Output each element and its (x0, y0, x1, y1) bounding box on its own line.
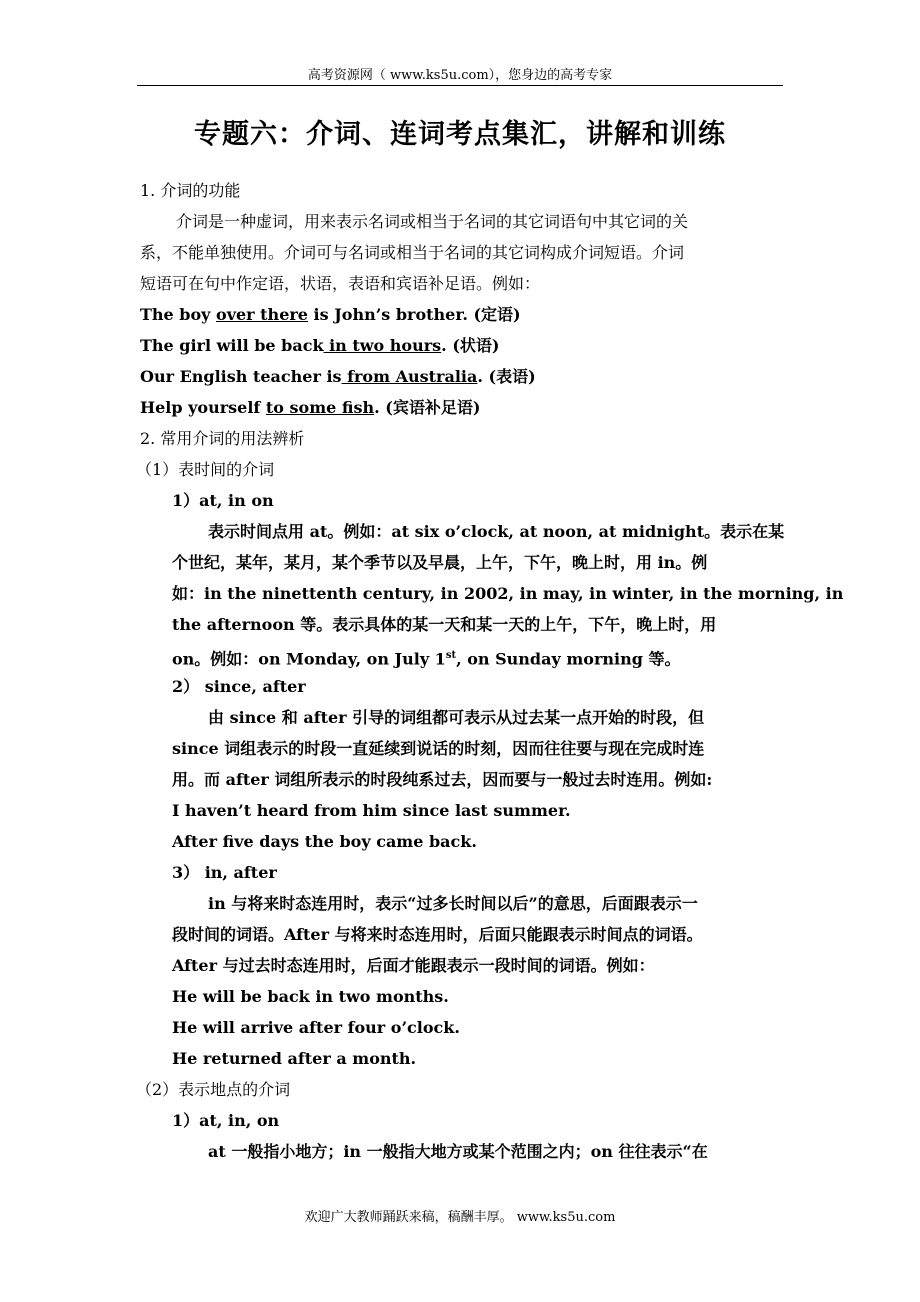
paragraph-line: the afternoon 等。表示具体的某一天和某一天的上午，下午，晚上时，用 (172, 615, 717, 634)
example-sentence-adverbial (140, 335, 499, 357)
point-place-at-in-on-heading: 1）at, in, on (172, 1111, 280, 1130)
text-run: , on Sunday morning 等。 (456, 649, 681, 669)
point-since-after-heading: 2） since, after (172, 677, 306, 696)
paragraph-line: since 词组表示的时段一直延续到说话的时刻，因而往往要与现在完成时连 (172, 739, 705, 758)
paragraph-line: After 与过去时态连用时，后面才能跟表示一段时间的词语。例如： (172, 956, 655, 975)
paragraph-line: 如：in the ninettenth century, in 2002, in may, in winter, in the morning, in (172, 584, 844, 603)
example-underlined-phrase: to some fish (265, 398, 375, 417)
example-text: . (状语) (441, 336, 500, 355)
paragraph-line: at 一般指小地方；in 一般指大地方或某个范围之内；on 往往表示“在 (208, 1142, 708, 1161)
example-sentence: He returned after a month. (172, 1049, 417, 1068)
section-2-heading: 2. 常用介词的用法辨析 (140, 429, 305, 448)
example-text: . (宾语补足语) (374, 398, 481, 417)
section-1-heading: 1. 介词的功能 (140, 181, 241, 200)
page-footer: 欢迎广大教师踊跃来稿，稿酬丰厚。 www.ks5u.com (304, 1210, 616, 1225)
page-header: 高考资源网（ www.ks5u.com），您身边的高考专家 (307, 68, 613, 83)
example-text: Help yourself (140, 398, 266, 417)
example-sentence: He will be back in two months. (172, 987, 449, 1006)
document-title: 专题六：介词、连词考点集汇，讲解和训练 (194, 119, 726, 150)
example-sentence-predicative (140, 366, 536, 388)
example-underlined-phrase: from Australia (341, 367, 478, 386)
ordinal-superscript: st (445, 650, 457, 661)
paragraph-line (172, 645, 680, 670)
paragraph-line: 表示时间点用 at。例如：at six o’clock, at noon, at midnight。表示在某 (208, 522, 785, 541)
example-sentence: He will arrive after four o’clock. (172, 1018, 460, 1037)
section-1-paragraph-line: 系，不能单独使用。介词可与名词或相当于名词的其它词构成介词短语。介词 (140, 243, 685, 262)
paragraph-line: in 与将来时态连用时，表示“过多长时间以后”的意思，后面跟表示一 (208, 894, 698, 913)
section-1-paragraph-line: 短语可在句中作定语，状语，表语和宾语补足语。例如： (140, 274, 541, 293)
example-text: The girl will be back (140, 336, 324, 355)
example-sentence: After five days the boy came back. (172, 832, 477, 851)
example-text: . (表语) (477, 367, 536, 386)
example-sentence: I haven’t heard from him since last summer. (172, 801, 571, 820)
example-sentence-attributive (140, 304, 521, 326)
point-in-after-heading: 3） in, after (172, 863, 277, 882)
paragraph-line: 用。而 after 词组所表示的时段纯系过去，因而要与一般过去时连用。例如: (172, 770, 713, 789)
paragraph-line: 段时间的词语。After 与将来时态连用时，后面只能跟表示时间点的词语。 (172, 925, 703, 944)
subsection-place-heading: （2）表示地点的介词 (136, 1080, 291, 1099)
example-underlined-phrase: over there (216, 305, 308, 324)
example-underlined-phrase: in two hours (323, 336, 442, 355)
section-1-paragraph-line: 介词是一种虚词，用来表示名词或相当于名词的其它词语句中其它词的关 (176, 212, 689, 231)
text-run: on。例如：on Monday, on July 1 (172, 649, 446, 669)
example-text: is John’s brother. (定语) (307, 305, 521, 324)
subsection-time-heading: （1）表时间的介词 (136, 460, 275, 479)
paragraph-line: 个世纪，某年，某月，某个季节以及早晨，上午，下午，晚上时，用 in。例 (172, 553, 708, 572)
example-text: The boy (140, 305, 217, 324)
paragraph-line: 由 since 和 after 引导的词组都可表示从过去某一点开始的时段，但 (208, 708, 705, 727)
example-sentence-complement (140, 397, 480, 419)
point-at-in-on-heading: 1）at, in on (172, 491, 274, 510)
example-text: Our English teacher is (140, 367, 342, 386)
header-divider (137, 85, 783, 86)
